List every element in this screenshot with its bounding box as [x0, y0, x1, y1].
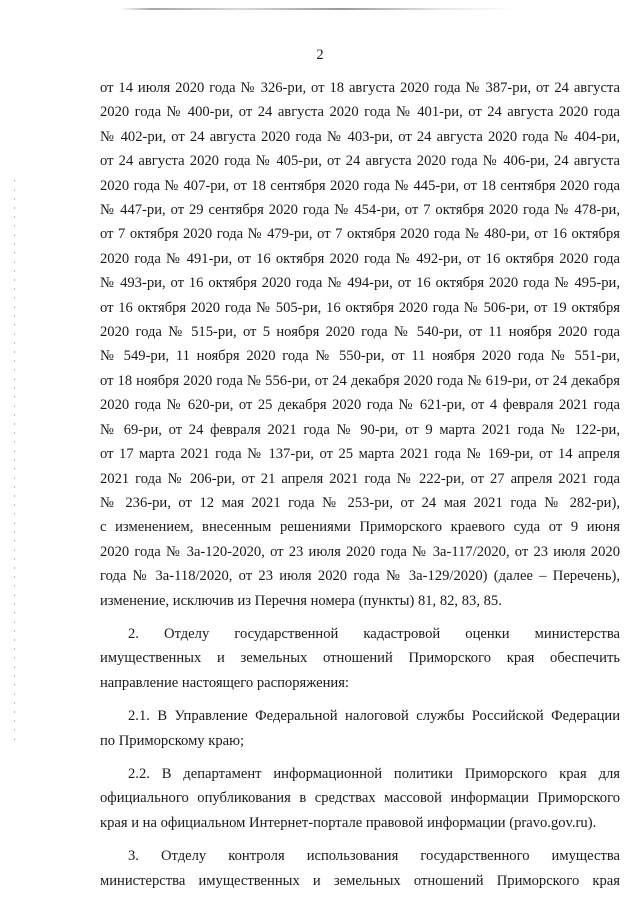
page-number: 2 — [316, 47, 324, 63]
text-line: по Приморскому краю; — [100, 732, 245, 749]
paragraph-2-2 — [100, 762, 620, 835]
text-line: № 69-ри, от 24 февраля 2021 года № 90-ри, от 9 марта 2021 года № 122-ри, — [100, 421, 620, 438]
text-line: 2.2. В департамент информационной политики Приморского края для — [128, 765, 620, 782]
text-line: года № 3а-118/2020, от 23 июля 2020 года № 3а-129/2020) (далее – Перечень), — [100, 568, 620, 585]
text-line: с изменением, внесенным решениями Приморского краевого суда от 9 июня — [100, 519, 620, 536]
text-line: от 24 августа 2020 года № 405-ри, от 24 августа 2020 года № 406-ри, 24 августа — [100, 153, 620, 170]
text-line: 3. Отделу контроля использования государственного имущества — [128, 848, 620, 865]
text-line: 2020 года № 400-ри, от 24 августа 2020 года № 401-ри, от 24 августа 2020 года — [100, 104, 620, 121]
text-line: № 236-ри, от 12 мая 2021 года № 253-ри, от 24 мая 2021 года № 282-ри), — [100, 494, 620, 511]
paragraph-2 — [100, 622, 620, 695]
text-line: изменение, исключив из Перечня номера (пункты) 81, 82, 83, 85. — [100, 592, 502, 609]
list-block — [100, 76, 620, 613]
text-line: 2020 года № 515-ри, от 5 ноября 2020 года № 540-ри, от 11 ноября 2020 года — [100, 324, 620, 341]
text-line: от 16 октября 2020 года № 505-ри, 16 октября 2020 года № 506-ри, от 19 октября — [100, 299, 620, 316]
text-line: от 14 июля 2020 года № 326-ри, от 18 августа 2020 года № 387-ри, от 24 августа — [100, 80, 620, 96]
text-line: 2.1. В Управление Федеральной налоговой службы Российской Федерации — [128, 708, 620, 725]
text-line: от 17 марта 2021 года № 137-ри, от 25 марта 2021 года № 169-ри, от 14 апреля — [100, 446, 620, 463]
text-line: 2020 года № 491-ри, от 16 октября 2020 года № 492-ри, от 16 октября 2020 года — [100, 250, 620, 267]
text-line: от 7 октября 2020 года № 479-ри, от 7 октября 2020 года № 480-ри, от 16 октября — [100, 226, 620, 243]
text-line: 2. Отделу государственной кадастровой оценки министерства — [128, 625, 620, 642]
paragraph-2-1 — [100, 704, 620, 753]
text-line: № 447-ри, от 29 сентября 2020 года № 454-ри, от 7 октября 2020 года № 478-ри, — [100, 202, 620, 219]
text-line: от 18 ноября 2020 года № 556-ри, от 24 декабря 2020 года № 619-ри, от 24 декабря — [100, 372, 620, 389]
text-line: № 493-ри, от 16 октября 2020 года № 494-ри, от 16 октября 2020 года № 495-ри, — [100, 275, 620, 292]
text-line: 2020 года № 407-ри, от 18 сентября 2020 года № 445-ри, от 18 сентября 2020 года — [100, 177, 620, 194]
text-line: № 402-ри, от 24 августа 2020 года № 403-ри, от 24 августа 2020 года № 404-ри, — [100, 128, 620, 145]
paragraph-3 — [100, 844, 620, 893]
text-line: 2021 года № 206-ри, от 21 апреля 2021 года № 222-ри, от 27 апреля 2021 года — [100, 470, 620, 487]
text-line: 2020 года № 3а-120-2020, от 23 июля 2020 года № 3а-117/2020, от 23 июля 2020 — [100, 543, 620, 560]
text-line: 2020 года № 620-ри, от 25 декабря 2020 года № 621-ри, от 4 февраля 2021 года — [100, 397, 620, 414]
scan-artifact-left — [14, 180, 15, 740]
scan-artifact-top — [120, 8, 520, 10]
text-line: имущественных и земельных отношений Приморского края обеспечить — [100, 650, 620, 667]
document-body — [100, 76, 620, 893]
text-line: министерства имущественных и земельных отношений Приморского края — [100, 872, 620, 889]
text-line: края и на официальном Интернет-портале правовой информации (pravo.gov.ru). — [100, 814, 597, 831]
text-line: № 549-ри, 11 ноября 2020 года № 550-ри, от 11 ноября 2020 года № 551-ри, — [100, 348, 620, 365]
text-line: официального опубликования в средствах массовой информации Приморского — [100, 790, 620, 807]
text-line: направление настоящего распоряжения: — [100, 674, 349, 691]
